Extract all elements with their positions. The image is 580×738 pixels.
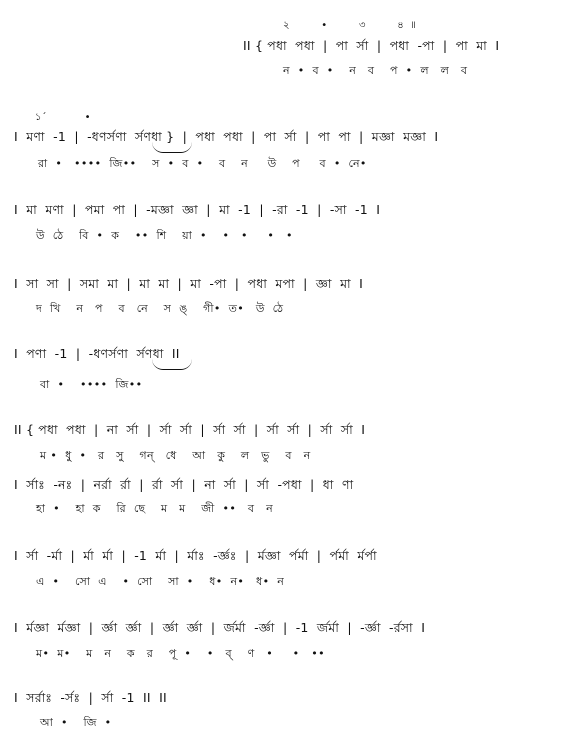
- notation-row: II { পধা পধা | না র্সা | র্সা র্সা | র্সা র্সা | র্সা র্সা | র্সা র্সা I: [14, 422, 366, 437]
- notation-row: I মা মণা | পমা পা | -মজ্ঞা জ্ঞা | মা -1 | -রা -1 | -সা -1 I: [14, 202, 381, 217]
- stave-marks: ১´ •: [35, 112, 91, 123]
- notation-row: II { পধা পধা | পা র্সা | পধা -পা | পা মা I: [243, 38, 500, 53]
- lyric-row: রা • •••• জি•• স • ব • ব ন উ প ব • নে•: [38, 157, 367, 170]
- notation-row: I পণা -1 | -ধণর্সণা র্সণধা II: [14, 346, 180, 361]
- notation-row: I র্মজ্ঞা র্মজ্ঞা | র্জ্ঞা র্জ্ঞা | র্জ্ঞা র্জ্ঞা | র্জর্মা -র্জ্ঞা | -1 র্জর্মা | -র্জ্ঞা -র্রসা I: [14, 620, 426, 635]
- notation-row: I মণা -1 | -ধণর্সণা র্সণধা } | পধা পধা | পা র্সা | পা পা | মজ্ঞা মজ্ঞা I: [14, 129, 439, 144]
- stave-marks: ২ • ৩ ৪ ॥: [283, 20, 416, 31]
- lyric-row: হা • হা ক রি ছে ম ম জী •• ব ন: [36, 502, 274, 515]
- notation-row: I সর্রাঃ -র্সঃ | র্সা -1 II II: [14, 690, 167, 705]
- slur-mark: [152, 142, 192, 153]
- slur-mark: [152, 359, 192, 370]
- lyric-row: উ ঠে বি • ক •• শি য়া • • • • •: [36, 229, 293, 242]
- notation-row: I সা সা | সমা মা | মা মা | মা -পা | পধা মপা | জ্ঞা মা I: [14, 276, 364, 291]
- lyric-row: ন • ব • ন ব প • ল ল ব: [283, 64, 468, 77]
- lyric-row: বা • •••• জি••: [40, 378, 143, 391]
- lyric-row: আ • জি •: [40, 716, 112, 729]
- lyric-row: ম• ম• ম ন ক র পূ • • ব্ ণ • • ••: [36, 647, 326, 660]
- notation-row: I র্সাঃ -নঃ | নর্রা র্রা | র্রা র্সা | না র্সা | র্সা -পধা | ধা ণা: [14, 477, 354, 492]
- lyric-row: দ খি ন প ব নে স ঙ্ গী• ত• উ ঠে: [36, 302, 284, 315]
- lyric-row: ম • ধু • র সু গন্ ধে আ কু ল ভু ব ন: [40, 449, 311, 462]
- lyric-row: এ • সো এ • সো সা • ধ• ন• ধ• ন: [36, 575, 285, 588]
- notation-row: I র্সা -র্মা | র্মা র্মা | -1 র্মা | র্মাঃ -র্জ্ঞঃ | র্মজ্ঞা র্পর্মা | র্পর্মা র্মর্পা: [14, 548, 377, 563]
